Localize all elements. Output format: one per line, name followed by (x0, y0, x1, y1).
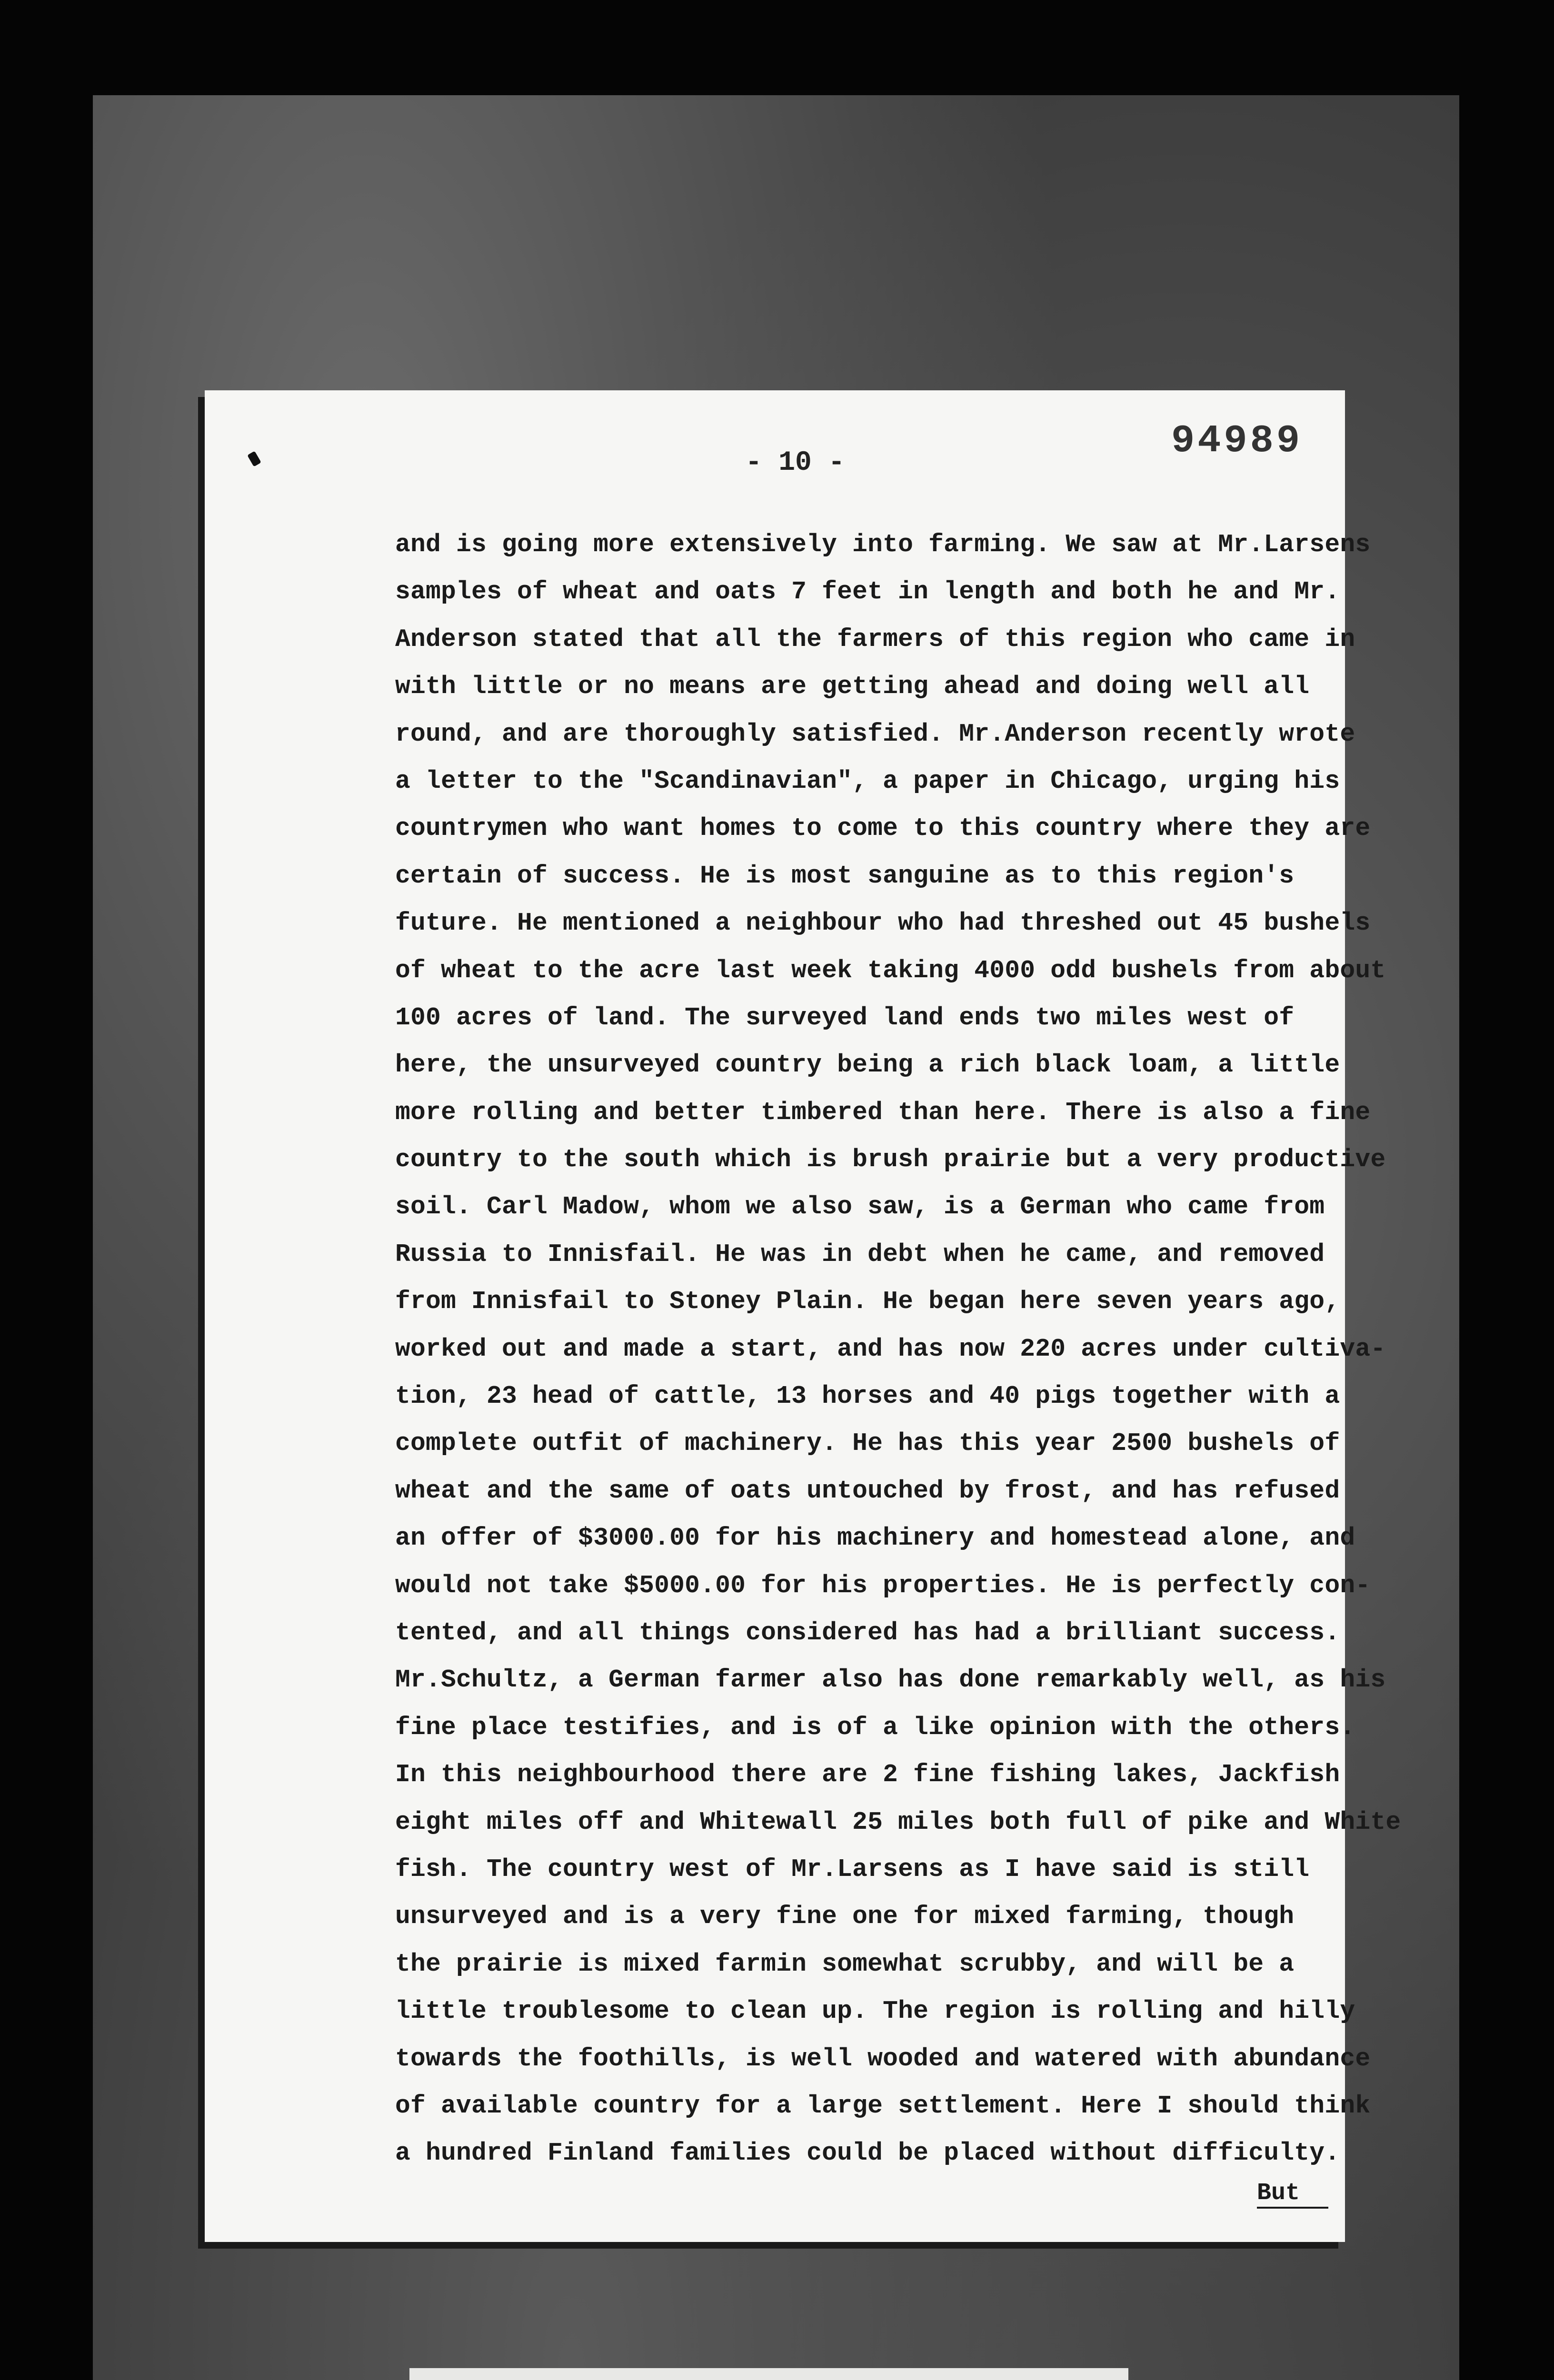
text-line: In this neighbourhood there are 2 fine fishing lakes, Jackfish (395, 1760, 1340, 1789)
text-line: the prairie is mixed farmin somewhat scrubby, and will be a (395, 1949, 1295, 1978)
text-line: 100 acres of land. The surveyed land ends two miles west of (395, 1003, 1295, 1032)
text-line: soil. Carl Madow, whom we also saw, is a German who came from (395, 1192, 1325, 1221)
text-line: an offer of $3000.00 for his machinery and homestead alone, and (395, 1524, 1355, 1553)
text-line: and is going more extensively into farming. We saw at Mr.Larsens (395, 530, 1371, 559)
text-line: of wheat to the acre last week taking 4000 odd bushels from about (395, 956, 1386, 985)
text-line: towards the foothills, is well wooded and watered with abundance (395, 2044, 1371, 2073)
text-line: fine place testifies, and is of a like opinion with the others. (395, 1713, 1355, 1742)
catchword: But (1257, 2180, 1328, 2209)
text-line: complete outfit of machinery. He has this year 2500 bushels of (395, 1429, 1340, 1458)
body-text (395, 521, 1401, 2177)
text-line: country to the south which is brush prairie but a very productive (395, 1145, 1386, 1174)
text-line: of available country for a large settlement. Here I should think (395, 2091, 1371, 2120)
text-line: unsurveyed and is a very fine one for mixed farming, though (395, 1902, 1295, 1931)
document-number: 94989 (1171, 419, 1303, 463)
text-line: samples of wheat and oats 7 feet in length and both he and Mr. (395, 577, 1340, 606)
text-line: future. He mentioned a neighbour who had threshed out 45 bushels (395, 909, 1371, 938)
text-line: round, and are thoroughly satisfied. Mr.Anderson recently wrote (395, 719, 1355, 748)
text-line: would not take $5000.00 for his properties. He is perfectly con- (395, 1571, 1371, 1600)
text-line: from Innisfail to Stoney Plain. He began here seven years ago, (395, 1287, 1340, 1316)
text-line: countrymen who want homes to come to this country where they are (395, 814, 1371, 843)
text-line: eight miles off and Whitewall 25 miles both full of pike and White (395, 1807, 1401, 1836)
text-line: wheat and the same of oats untouched by frost, and has refused (395, 1476, 1340, 1505)
text-line: worked out and made a start, and has now 220 acres under cultiva- (395, 1334, 1386, 1363)
text-line: Russia to Innisfail. He was in debt when he came, and removed (395, 1240, 1325, 1269)
text-line: Anderson stated that all the farmers of this region who came in (395, 625, 1355, 654)
text-line: here, the unsurveyed country being a rich black loam, a little (395, 1051, 1340, 1080)
text-line: with little or no means are getting ahead and doing well all (395, 672, 1310, 701)
text-line: tented, and all things considered has had a brilliant success. (395, 1618, 1340, 1647)
text-line: little troublesome to clean up. The region is rolling and hilly (395, 1997, 1355, 2026)
page-number: - 10 - (745, 447, 845, 478)
text-line: more rolling and better timbered than here. There is also a fine (395, 1098, 1371, 1127)
text-line: tion, 23 head of cattle, 13 horses and 40 pigs together with a (395, 1382, 1340, 1411)
text-line: a hundred Finland families could be placed without difficulty. (395, 2139, 1340, 2168)
reference-slip (409, 2368, 1128, 2380)
text-line: certain of success. He is most sanguine as to this region's (395, 861, 1295, 890)
text-line: a letter to the "Scandinavian", a paper in Chicago, urging his (395, 766, 1340, 795)
text-line: Mr.Schultz, a German farmer also has done remarkably well, as his (395, 1666, 1386, 1695)
text-line: fish. The country west of Mr.Larsens as I have said is still (395, 1854, 1310, 1884)
